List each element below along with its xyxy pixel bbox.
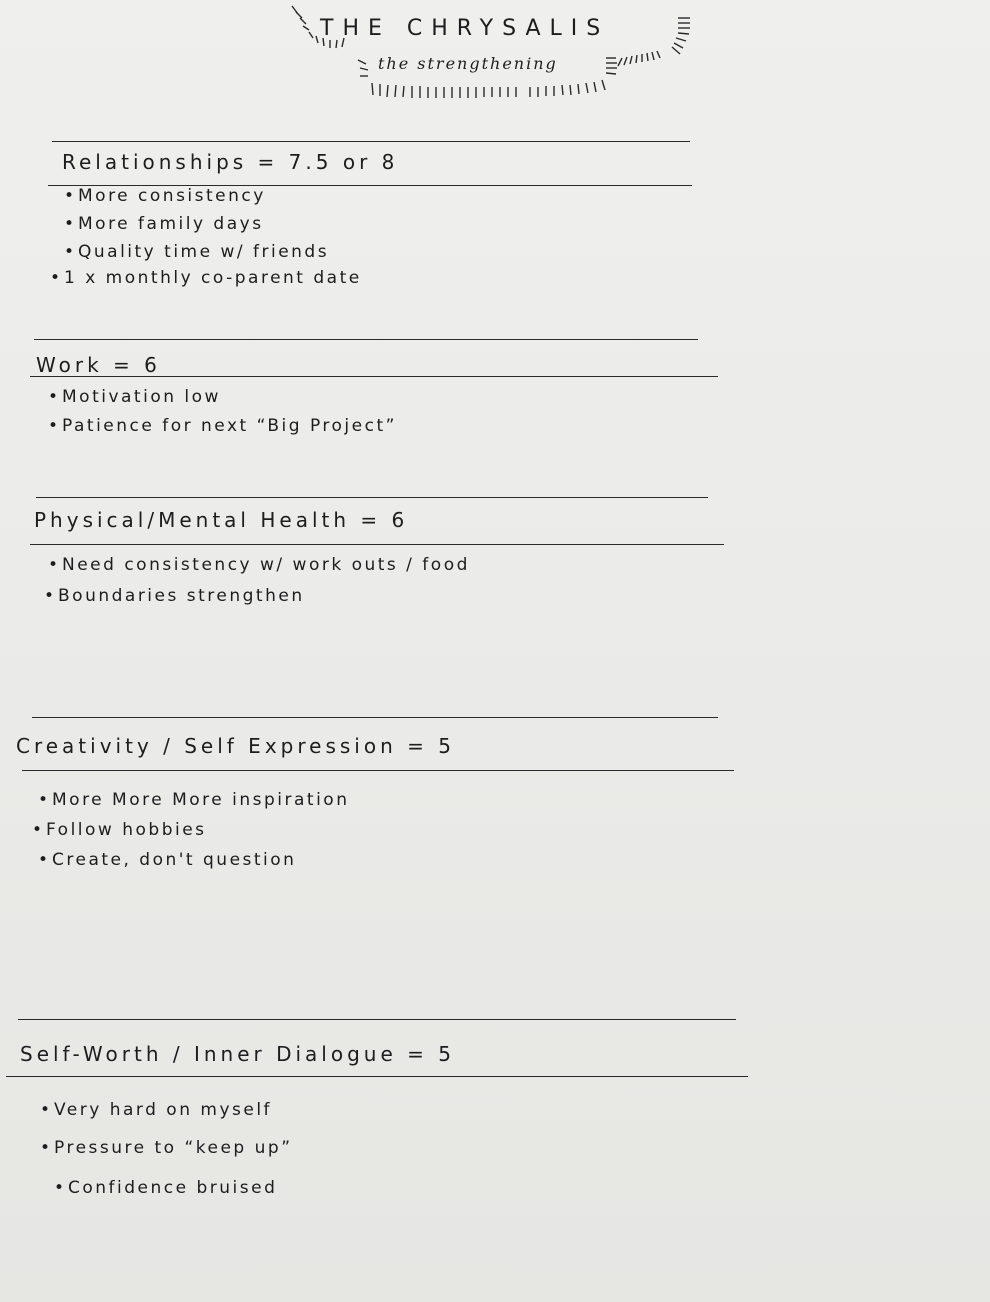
- heading-underline: [6, 1076, 748, 1077]
- heading-underline: [30, 376, 718, 377]
- list-item: • Patience for next “Big Project”: [62, 416, 397, 445]
- section-divider: [52, 141, 690, 142]
- page-subtitle: the strengthening: [378, 54, 558, 73]
- heading-underline: [22, 770, 734, 771]
- list-item: • Very hard on myself: [54, 1100, 293, 1138]
- list-item: • Follow hobbies: [46, 820, 343, 850]
- health-list: [58, 555, 470, 617]
- list-item: • Pressure to “keep up”: [54, 1138, 293, 1178]
- creativity-list: [46, 790, 350, 880]
- list-item: • Create, don't question: [52, 850, 349, 880]
- list-item: • More More More inspiration: [52, 790, 349, 820]
- section-divider: [32, 717, 718, 718]
- relationships-list: [64, 186, 376, 294]
- list-item: • More family days: [78, 214, 376, 242]
- heading-underline: [30, 544, 724, 545]
- list-item: • Need consistency w/ work outs / food: [62, 555, 470, 586]
- section-heading-relationships: Relationships = 7.5 or 8: [62, 150, 399, 174]
- self-worth-list: [54, 1100, 293, 1214]
- section-heading-self-worth: Self-Worth / Inner Dialogue = 5: [20, 1042, 455, 1066]
- section-divider: [34, 339, 698, 340]
- section-heading-health: Physical/Mental Health = 6: [34, 508, 409, 532]
- list-item: • Confidence bruised: [68, 1178, 307, 1214]
- list-item: • More consistency: [78, 186, 376, 214]
- page-title: THE CHRYSALIS: [320, 16, 610, 41]
- list-item: • Motivation low: [62, 387, 397, 416]
- list-item: • 1 x monthly co-parent date: [64, 268, 362, 294]
- section-heading-creativity: Creativity / Self Expression = 5: [16, 734, 455, 758]
- list-item: • Boundaries strengthen: [58, 586, 466, 617]
- section-divider: [18, 1019, 736, 1020]
- section-heading-work: Work = 6: [36, 353, 161, 377]
- list-item: • Quality time w/ friends: [78, 242, 376, 268]
- work-list: [62, 387, 397, 445]
- section-divider: [36, 497, 708, 498]
